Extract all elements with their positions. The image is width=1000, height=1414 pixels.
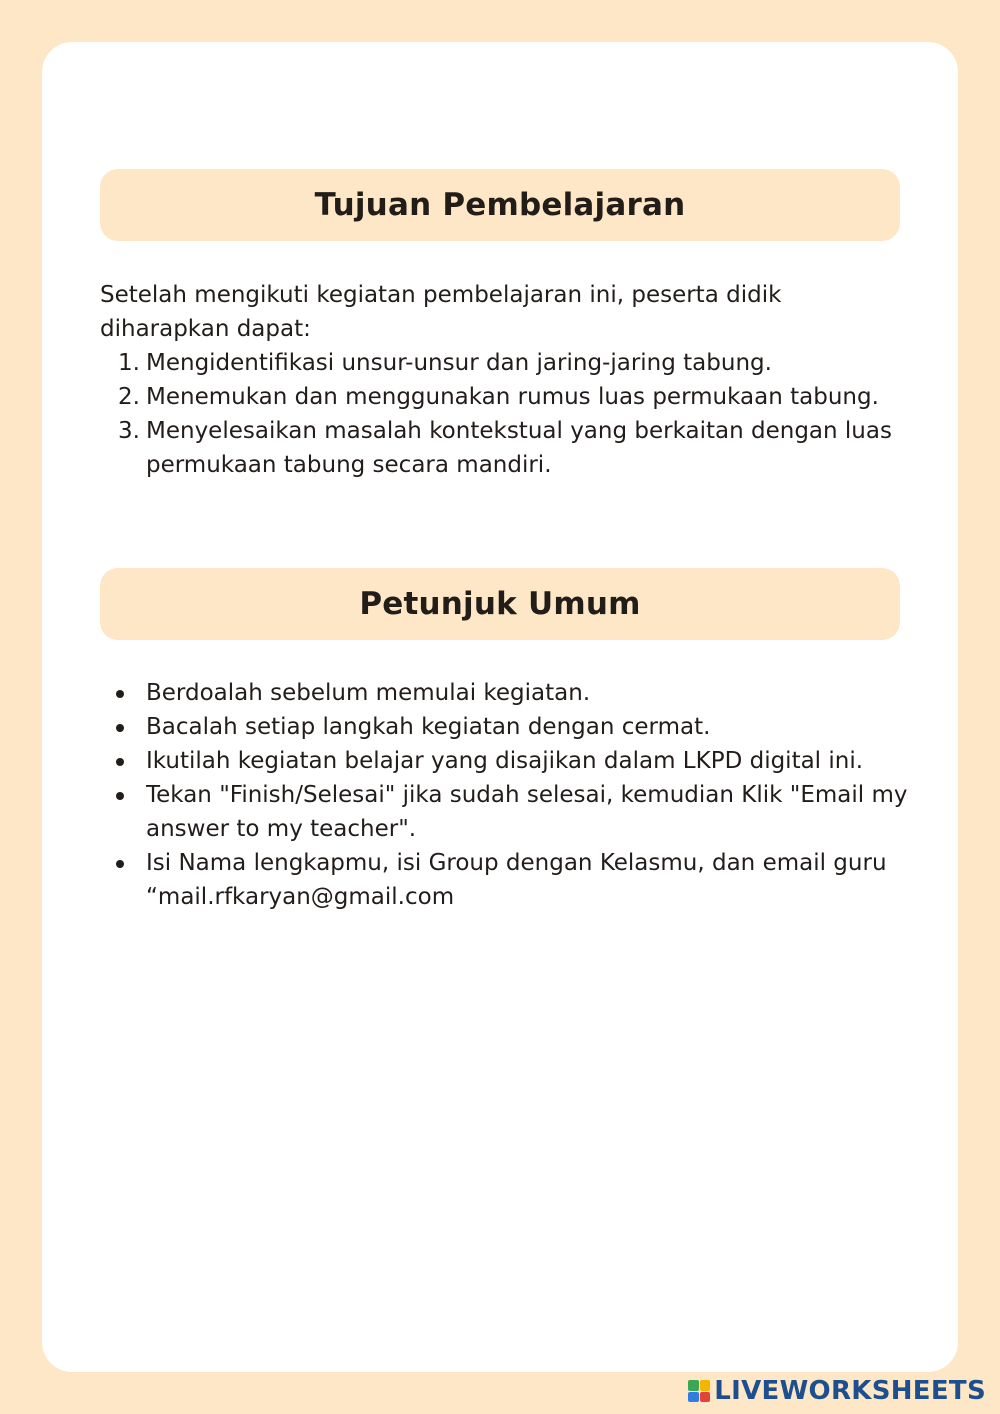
list-item: [100, 710, 910, 744]
list-item-text: Berdoalah sebelum memulai kegiatan.: [146, 680, 591, 706]
list-item: [100, 778, 910, 846]
list-item-text: Tekan "Finish/Selesai" jika sudah selesai, kemudian Klik "Email my answer to my teacher".: [146, 782, 908, 842]
brand-name: LIVEWORKSHEETS: [714, 1376, 986, 1406]
list-item: [100, 380, 910, 414]
learning-objectives-intro: Setelah mengikuti kegiatan pembelajaran ini, peserta didik diharapkan dapat:: [100, 282, 782, 342]
list-number: 3.: [118, 418, 140, 444]
list-number: 2.: [118, 384, 140, 410]
learning-objectives-title: Tujuan Pembelajaran: [314, 187, 686, 223]
list-item-text: Menemukan dan menggunakan rumus luas permukaan tabung.: [146, 384, 879, 410]
list-item-text: Mengidentifikasi unsur-unsur dan jaring-jaring tabung.: [146, 350, 772, 376]
logo-tile: [688, 1380, 699, 1391]
list-item: [100, 676, 910, 710]
logo-tile: [700, 1392, 711, 1403]
logo-tile: [700, 1380, 711, 1391]
general-instructions-header: [100, 568, 900, 640]
general-instructions-title: Petunjuk Umum: [359, 586, 641, 622]
bullet-icon: [116, 758, 124, 766]
list-item: [100, 744, 910, 778]
general-instructions-body: [100, 676, 910, 914]
instructions-list: [100, 676, 910, 914]
list-item-text: Menyelesaikan masalah kontekstual yang berkaitan dengan luas permukaan tabung secara mandiri.: [146, 418, 892, 478]
list-item-text: Ikutilah kegiatan belajar yang disajikan dalam LKPD digital ini.: [146, 748, 864, 774]
bullet-icon: [116, 724, 124, 732]
learning-objectives-header: [100, 169, 900, 241]
bullet-icon: [116, 792, 124, 800]
worksheet-card: [42, 42, 958, 1372]
list-item: [100, 346, 910, 380]
list-item-text: Isi Nama lengkapmu, isi Group dengan Kelasmu, dan email guru “mail.rfkaryan@gmail.com: [146, 850, 887, 910]
liveworksheets-brand: [688, 1376, 986, 1406]
liveworksheets-logo-icon: [688, 1380, 710, 1402]
list-number: 1.: [118, 350, 140, 376]
logo-tile: [688, 1392, 699, 1403]
list-item: [100, 846, 910, 914]
list-item: [100, 414, 910, 482]
list-item-text: Bacalah setiap langkah kegiatan dengan cermat.: [146, 714, 711, 740]
bullet-icon: [116, 860, 124, 868]
bullet-icon: [116, 690, 124, 698]
learning-objectives-body: [100, 278, 910, 482]
objectives-list: [100, 346, 910, 482]
